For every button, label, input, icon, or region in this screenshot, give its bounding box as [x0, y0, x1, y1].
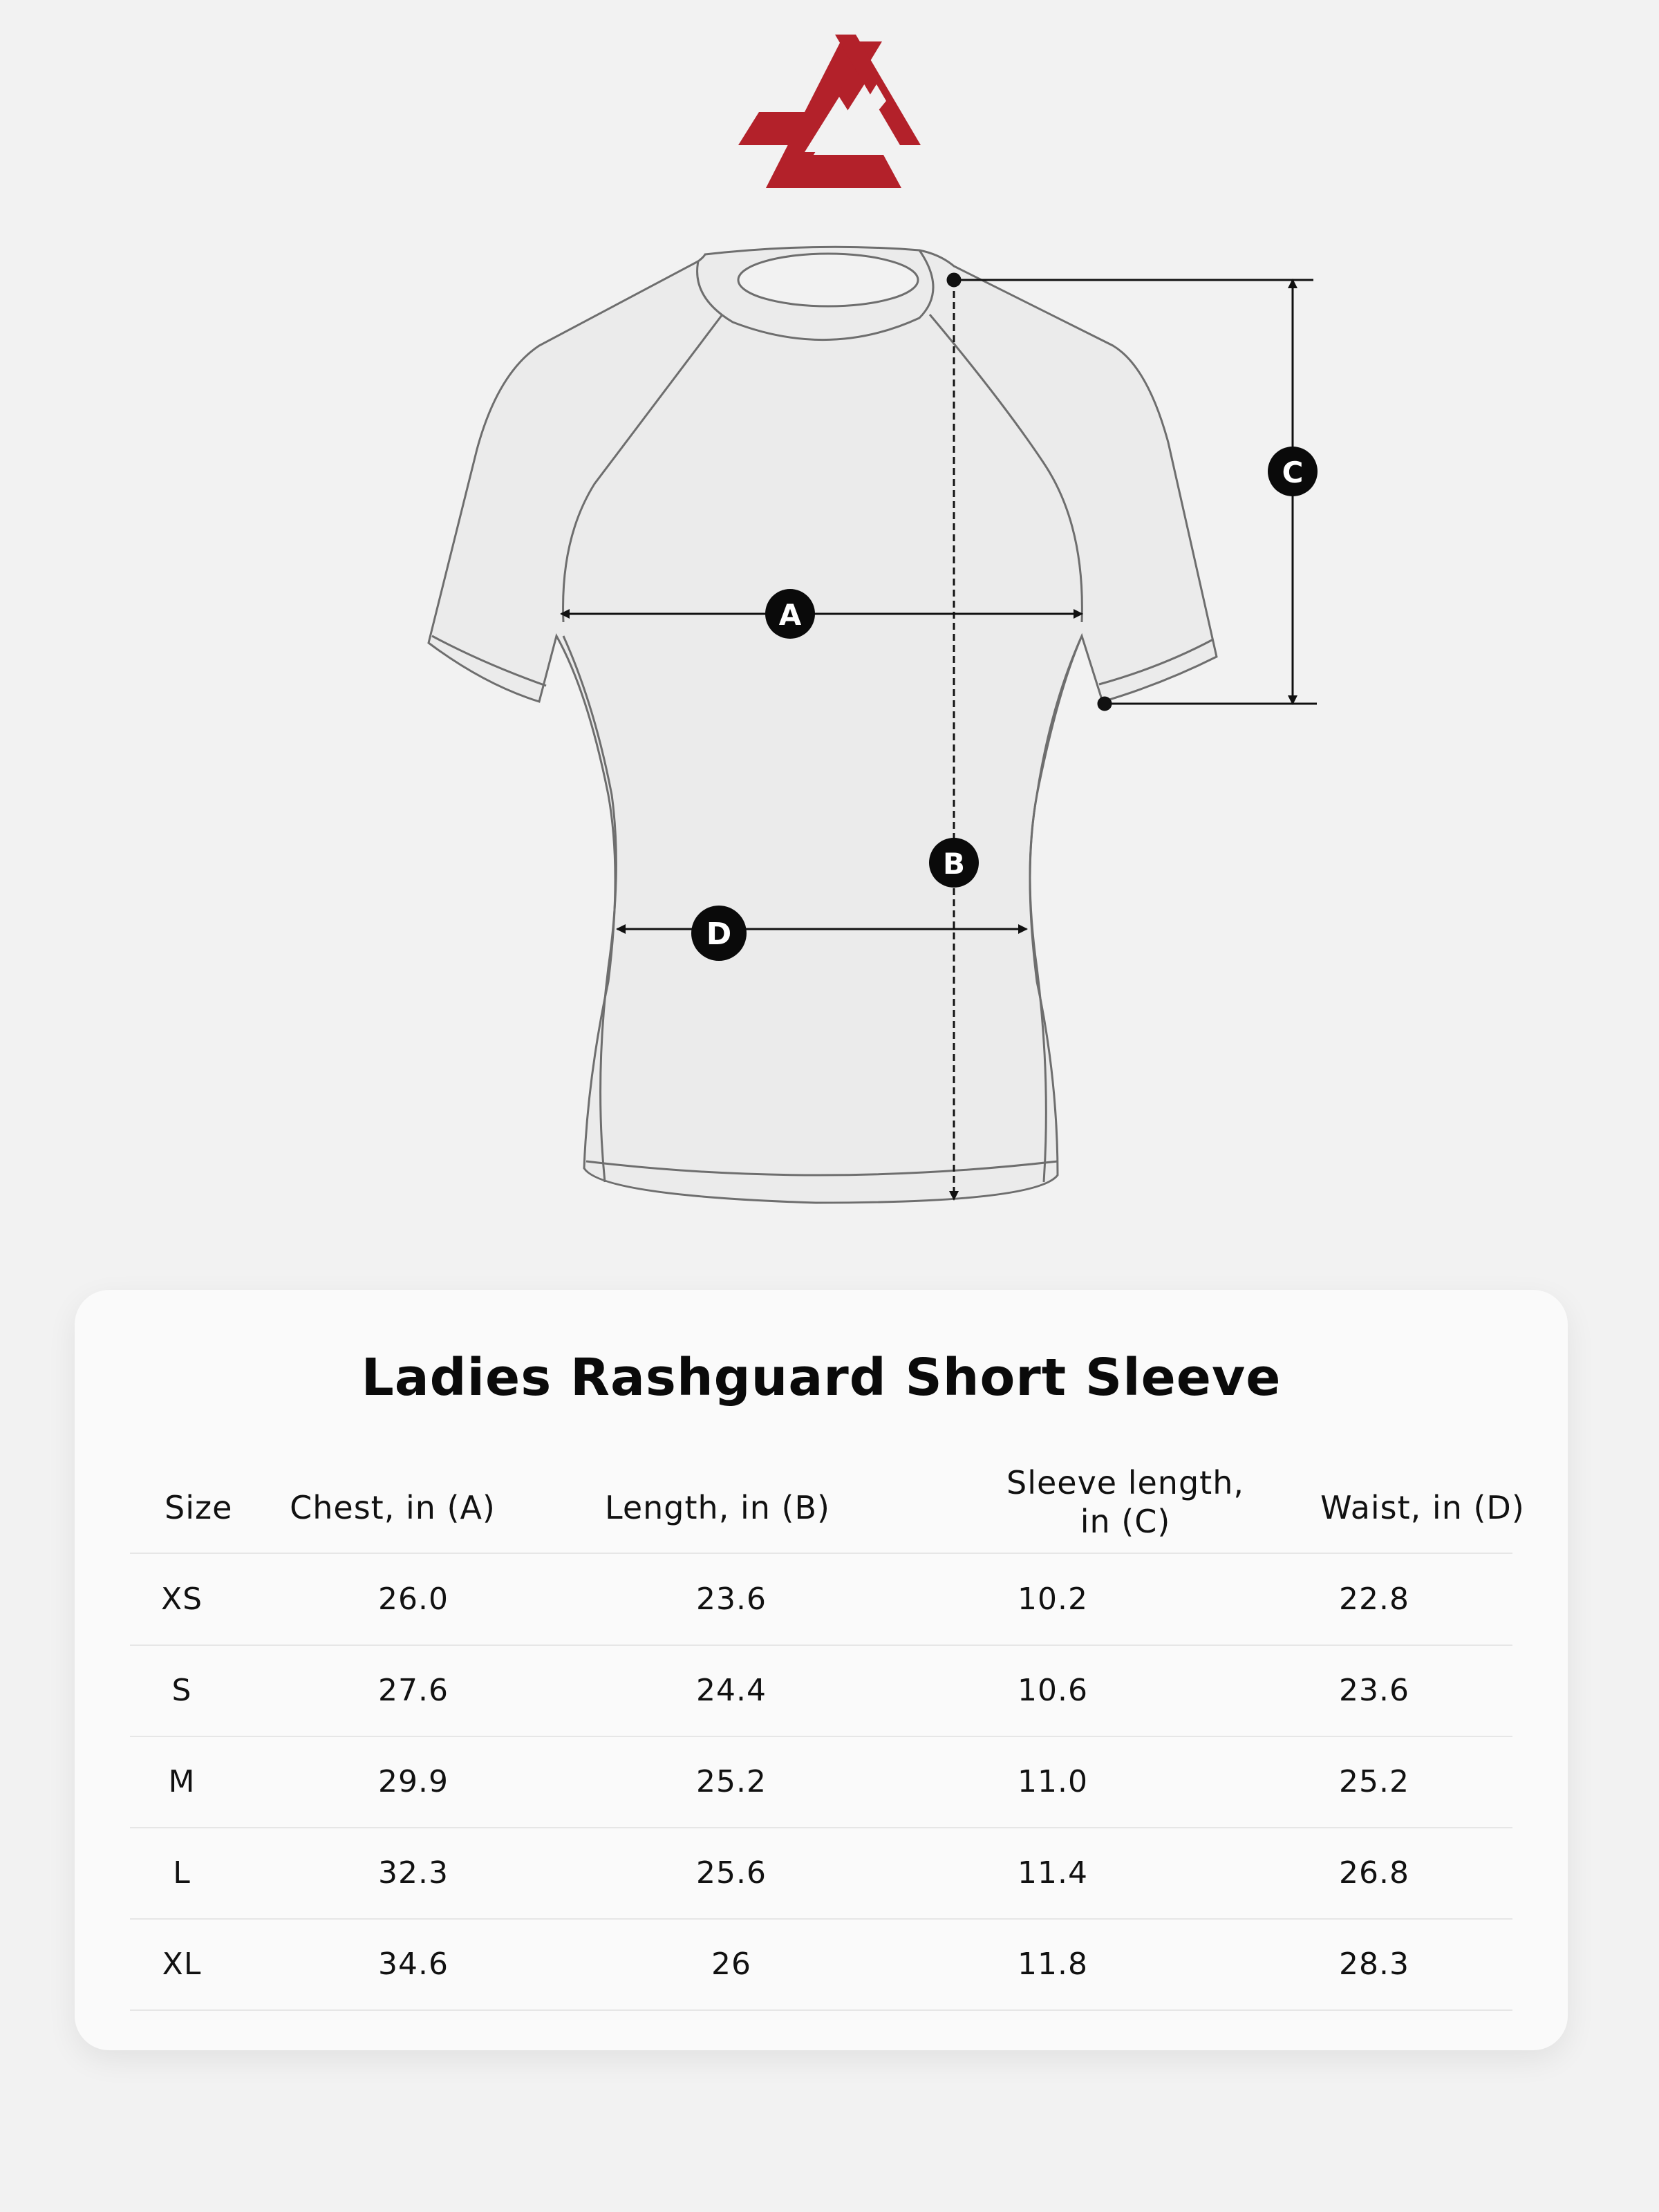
header-size: Size [165, 1489, 233, 1526]
header-sleeve [987, 1457, 1264, 1547]
cell-chest: 32.3 [378, 1855, 449, 1891]
cell-length: 23.6 [696, 1582, 767, 1617]
cell-waist: 28.3 [1339, 1947, 1409, 1982]
cell-length: 24.4 [696, 1673, 767, 1708]
cell-sleeve: 11.0 [1018, 1764, 1088, 1799]
cell-sleeve: 10.6 [1018, 1673, 1088, 1708]
cell-waist: 22.8 [1339, 1582, 1409, 1617]
cell-chest: 34.6 [378, 1947, 449, 1982]
cell-chest: 29.9 [378, 1764, 449, 1799]
header-waist: Waist, in (D) [1320, 1489, 1525, 1526]
cell-size: L [173, 1855, 191, 1891]
label-d-badge [691, 906, 747, 961]
label-a-badge [765, 589, 815, 639]
svg-text:C: C [1282, 456, 1304, 489]
cell-size: M [168, 1764, 196, 1799]
cell-size: S [171, 1673, 192, 1708]
cell-waist: 26.8 [1339, 1855, 1409, 1891]
table-header [130, 1463, 1525, 1554]
table-row [130, 1645, 1512, 1737]
cell-sleeve: 11.4 [1018, 1855, 1088, 1891]
cell-size: XL [162, 1947, 202, 1982]
header-sleeve-line1: Sleeve length, [1006, 1464, 1244, 1501]
cell-length: 26 [711, 1947, 751, 1982]
cell-length: 25.2 [696, 1764, 767, 1799]
cell-waist: 23.6 [1339, 1673, 1409, 1708]
cell-size: XS [160, 1582, 203, 1617]
cell-chest: 27.6 [378, 1673, 449, 1708]
table-row [130, 1554, 1512, 1646]
label-c-badge [1268, 447, 1318, 496]
label-b-badge [929, 838, 979, 888]
cell-sleeve: 10.2 [1018, 1582, 1088, 1617]
table-row [130, 1736, 1512, 1828]
header-length: Length, in (B) [605, 1489, 830, 1526]
cell-waist: 25.2 [1339, 1764, 1409, 1799]
shirt-outline [429, 247, 1217, 1203]
table-row [130, 1828, 1512, 1920]
size-chart-card [75, 1290, 1568, 2050]
cell-length: 25.6 [696, 1855, 767, 1891]
header-sleeve-line2: in (C) [1080, 1503, 1171, 1540]
svg-text:B: B [942, 847, 966, 881]
svg-text:A: A [778, 598, 802, 632]
svg-text:D: D [706, 917, 732, 952]
cell-chest: 26.0 [378, 1582, 449, 1617]
header-chest: Chest, in (A) [290, 1489, 496, 1526]
size-chart-title: Ladies Rashguard Short Sleeve [361, 1348, 1282, 1407]
cell-sleeve: 11.8 [1018, 1947, 1088, 1982]
table-row [130, 1919, 1512, 2011]
